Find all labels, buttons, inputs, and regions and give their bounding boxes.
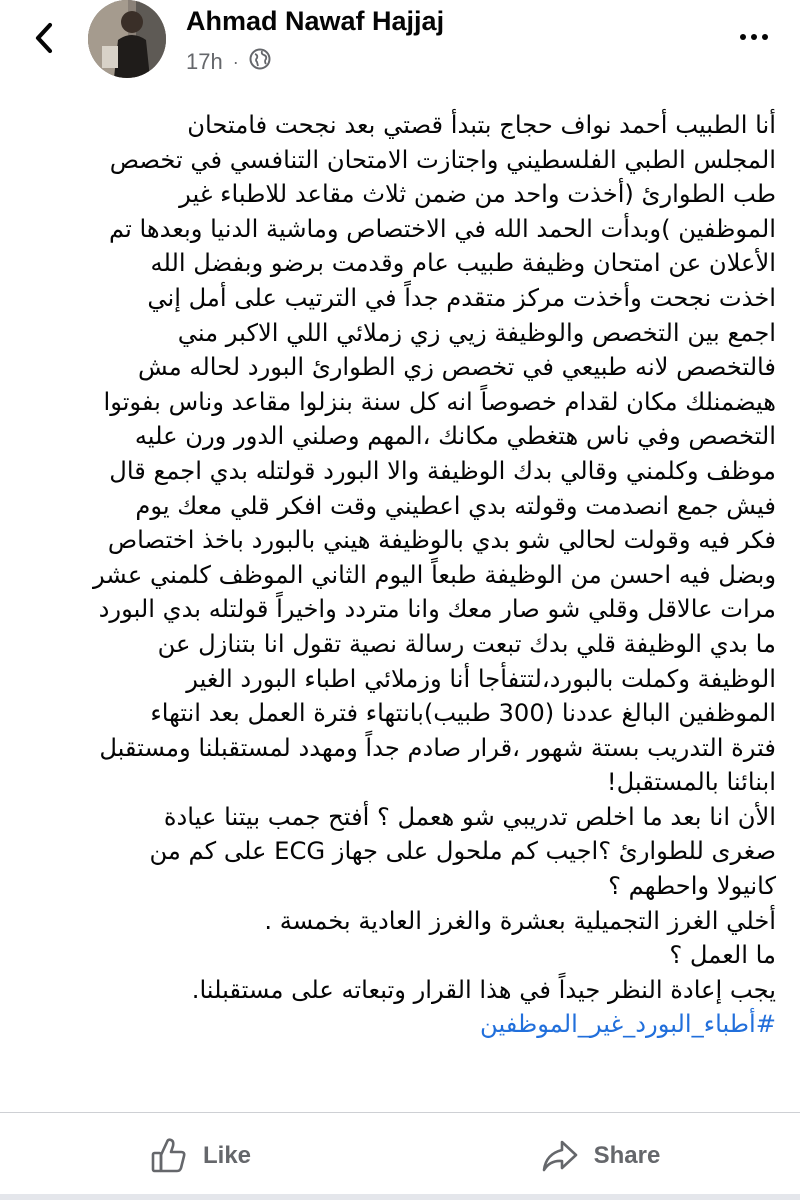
hashtag-link[interactable]: #أطباء_البورد_غير_الموظفين	[480, 1010, 776, 1039]
post-line: طب الطوارئ (أخذت واحد من ضمن ثلاث مقاعد للاطباء غير	[179, 180, 776, 209]
post-line: هيضمنلك مكان لقدام خصوصاً انه كل سنة بنزلوا مقاعد وناس بفوتوا	[103, 387, 776, 416]
post-line: فيش جمع انصدمت وقولته بدي اعطيني وقت افكر قلي معك يوم	[135, 491, 776, 520]
post-line: موظف وكلمني وقالي بدك الوظيفة والا البورد قولتله بدي اجمع قال	[109, 456, 776, 485]
meta-separator: ·	[232, 51, 239, 72]
post-line: صغرى للطوارئ ؟اجيب كم ملحول على جهاز ECG على كم من	[149, 837, 776, 866]
share-button[interactable]	[400, 1118, 800, 1194]
post-line: فكر فيه وقولت لحالي شو بدي بالوظيفة هيني بالبورد باخذ اختصاص	[107, 526, 776, 555]
divider	[0, 1112, 800, 1113]
post-line: اجمع بين التخصص والوظيفة زيي زي زملائي اللي الاكبر مني	[177, 318, 776, 347]
post-text	[28, 108, 776, 1042]
post-time[interactable]: 17h	[186, 49, 223, 74]
post-line: وبضل فيه احسن من الوظيفة طبعاً اليوم الثاني الموظف كلمني عشر	[92, 560, 776, 589]
like-button[interactable]	[0, 1118, 400, 1194]
post-line: الأعلان عن امتحان وظيفة طبيب عام وقدمت برضو وبفضل الله	[150, 249, 776, 278]
post-line: يجب إعادة النظر جيداً في هذا القرار وتبعاته على مستقبلنا.	[191, 975, 776, 1004]
post-line: ما بدي الوظيفة قلي بدك تبعت رسالة نصية تقول انا بتنازل عن	[157, 629, 776, 658]
like-label: Like	[202, 1142, 252, 1169]
post-actions	[0, 1118, 800, 1194]
divider	[0, 1194, 800, 1200]
post-header	[0, 0, 800, 92]
thumbs-up-icon	[149, 1136, 189, 1176]
post-line: التخصص وفي ناس هتغطي مكانك ،المهم وصلني الدور ورن عليه	[134, 422, 776, 451]
post-line: الأن انا بعد ما اخلص تدريبي شو هعمل ؟ أفتح جمب بيتنا عيادة	[163, 802, 776, 831]
post-line: مرات عالاقل وقلي شو صار معك وانا متردد واخيراً قولتله بدي البورد	[98, 595, 776, 624]
more-horizontal-icon	[740, 34, 768, 40]
post-line: فترة التدريب بستة شهور ،قرار صادم جداً ومهدد لمستقبلنا ومستقبل	[99, 733, 776, 762]
post-line: المجلس الطبي الفلسطيني واجتازت الامتحان التنافسي في تخصص	[109, 145, 776, 174]
post-line: أنا الطبيب أحمد نواف حجاج بتبدأ قصتي بعد نجحت فامتحان	[187, 111, 776, 139]
globe-icon[interactable]	[249, 48, 271, 76]
post-line: أخلي الغرز التجميلية بعشرة والغرز العادية بخمسة .	[264, 906, 776, 935]
post-line: الوظيفة وكملت بالبورد،لتتفأجا أنا وزملائي اطباء البورد الغير	[186, 664, 776, 693]
chevron-left-icon	[33, 22, 55, 58]
share-arrow-icon	[540, 1136, 580, 1176]
post-meta	[186, 48, 271, 76]
more-options-button[interactable]	[734, 22, 774, 52]
post-line: ابنائنا بالمستقبل!	[606, 768, 776, 797]
avatar[interactable]	[88, 0, 166, 78]
share-label: Share	[593, 1142, 661, 1169]
post-line: اخذت نجحت وأخذت مركز متقدم جداً في الترتيب على أمل إني	[147, 283, 776, 312]
post-line: ما العمل ؟	[669, 941, 776, 970]
post-line: فالتخصص لانه طبيعي في تخصص زي الطوارئ البورد لحاله مش	[137, 353, 776, 382]
author-name[interactable]: Ahmad Nawaf Hajjaj	[186, 6, 445, 36]
post-line: كانيولا واحطهم ؟	[608, 872, 776, 901]
post-line: الموظفين البالغ عددنا (300 طبيب)بانتهاء فترة العمل بعد انتهاء	[150, 699, 776, 728]
post-line: الموظفين )وبدأت الحمد الله في الاختصاص وماشية الدنيا وبعدها تم	[109, 214, 776, 243]
back-button[interactable]	[24, 20, 64, 60]
